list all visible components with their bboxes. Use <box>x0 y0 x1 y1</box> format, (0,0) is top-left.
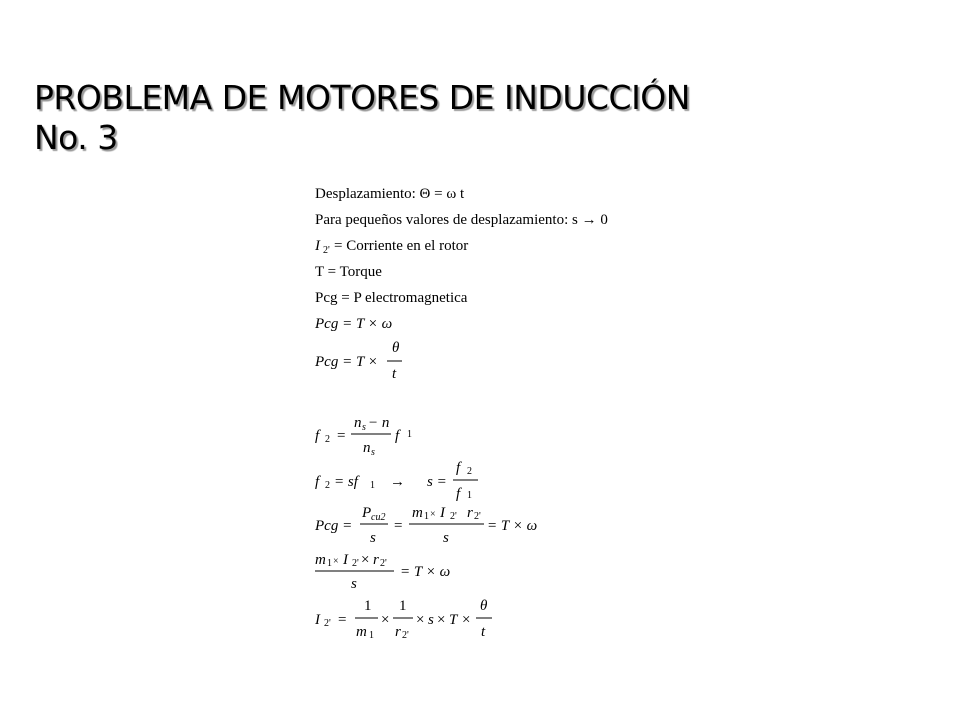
line-torque: T = Torque <box>315 264 382 280</box>
times-b: × <box>333 556 339 567</box>
pcu2-den: s <box>370 530 376 546</box>
r2-c: r <box>395 624 401 640</box>
s-den-b: s <box>351 576 357 592</box>
f2b-lhs: f <box>315 474 320 490</box>
line-pcg-eq1: Pcg = T × ω <box>315 316 393 332</box>
frac-f1: f <box>456 486 461 502</box>
theta-c: θ <box>480 598 488 614</box>
fraction-theta: θ <box>392 340 400 356</box>
title-line-2: No. 3 <box>34 118 118 157</box>
T-c: T <box>449 612 458 628</box>
t-c: t <box>481 624 486 640</box>
eq-c: = <box>338 612 347 628</box>
corriente-symbol: I <box>315 238 320 254</box>
f2-lhs: f <box>315 428 320 444</box>
frac-f2-sub: 2 <box>467 466 472 477</box>
ns-num: n <box>354 415 362 431</box>
pcu2-sub: cu2 <box>371 512 386 523</box>
r2-c-sub: 2' <box>402 630 409 641</box>
frac-f2: f <box>456 460 461 476</box>
ns-num-sub: s <box>362 422 366 433</box>
frac-f1-sub: 1 <box>467 490 472 501</box>
minus-n: − n <box>368 415 390 431</box>
I2-a: I <box>440 505 445 521</box>
m1-c-sub: 1 <box>369 630 374 641</box>
times-c2: × <box>416 612 425 628</box>
line-corriente: = Corriente en el rotor <box>334 238 469 254</box>
eq-1: = <box>394 518 403 534</box>
times-c3: × <box>437 612 446 628</box>
s-eq: s = <box>427 474 447 490</box>
f2b-sub: 2 <box>325 480 330 491</box>
m1-b: m <box>315 552 326 568</box>
s-c: s <box>428 612 434 628</box>
f1b-sub: 1 <box>370 480 375 491</box>
I2-c: I <box>315 612 320 628</box>
t-times-w-b: = T × ω <box>400 564 451 580</box>
pcg-lhs: Pcg = <box>315 518 353 534</box>
title-line-1: PROBLEMA DE MOTORES DE INDUCCIÓN <box>34 78 690 117</box>
t-times-w-a: = T × ω <box>487 518 538 534</box>
line-desplazamiento: Desplazamiento: Θ = ω t <box>315 186 465 202</box>
f2-eq: = <box>337 428 346 444</box>
r2-a-sub: 2' <box>474 511 481 522</box>
f2-sf1: = sf <box>334 474 358 490</box>
f1: f <box>395 428 400 444</box>
times-c1: × <box>381 612 390 628</box>
line-pequenos: Para pequeños valores de desplazamiento: s → 0 <box>315 212 608 228</box>
r2-b-sub: 2' <box>380 558 387 569</box>
line-pcg-eq2-lhs: Pcg = T × <box>315 354 378 370</box>
corriente-subscript: 2' <box>323 245 330 256</box>
one-b: 1 <box>399 598 407 614</box>
r2-b: r <box>373 552 379 568</box>
m1-c: m <box>356 624 367 640</box>
line-pcg-text: Pcg = P electromagnetica <box>315 290 468 306</box>
ns-den: n <box>363 440 371 456</box>
arrow: → <box>390 474 405 490</box>
I2-b: I <box>343 552 348 568</box>
s-den-a: s <box>443 530 449 546</box>
f2-sub: 2 <box>325 434 330 445</box>
ns-den-sub: s <box>371 447 375 458</box>
times-c4: × <box>462 612 471 628</box>
one-a: 1 <box>364 598 372 614</box>
pcu2: P <box>362 505 372 521</box>
times-a: × <box>430 509 436 520</box>
f1-sub: 1 <box>407 429 412 440</box>
m1-b-sub: 1 <box>327 558 332 569</box>
r2-a: r <box>467 505 473 521</box>
m1-a: m <box>412 505 423 521</box>
times-b2: × <box>361 552 370 568</box>
I2-a-sub: 2' <box>450 511 457 522</box>
fraction-t: t <box>392 366 397 382</box>
I2-b-sub: 2' <box>352 558 359 569</box>
I2-c-sub: 2' <box>324 618 331 629</box>
m1-a-sub: 1 <box>424 511 429 522</box>
